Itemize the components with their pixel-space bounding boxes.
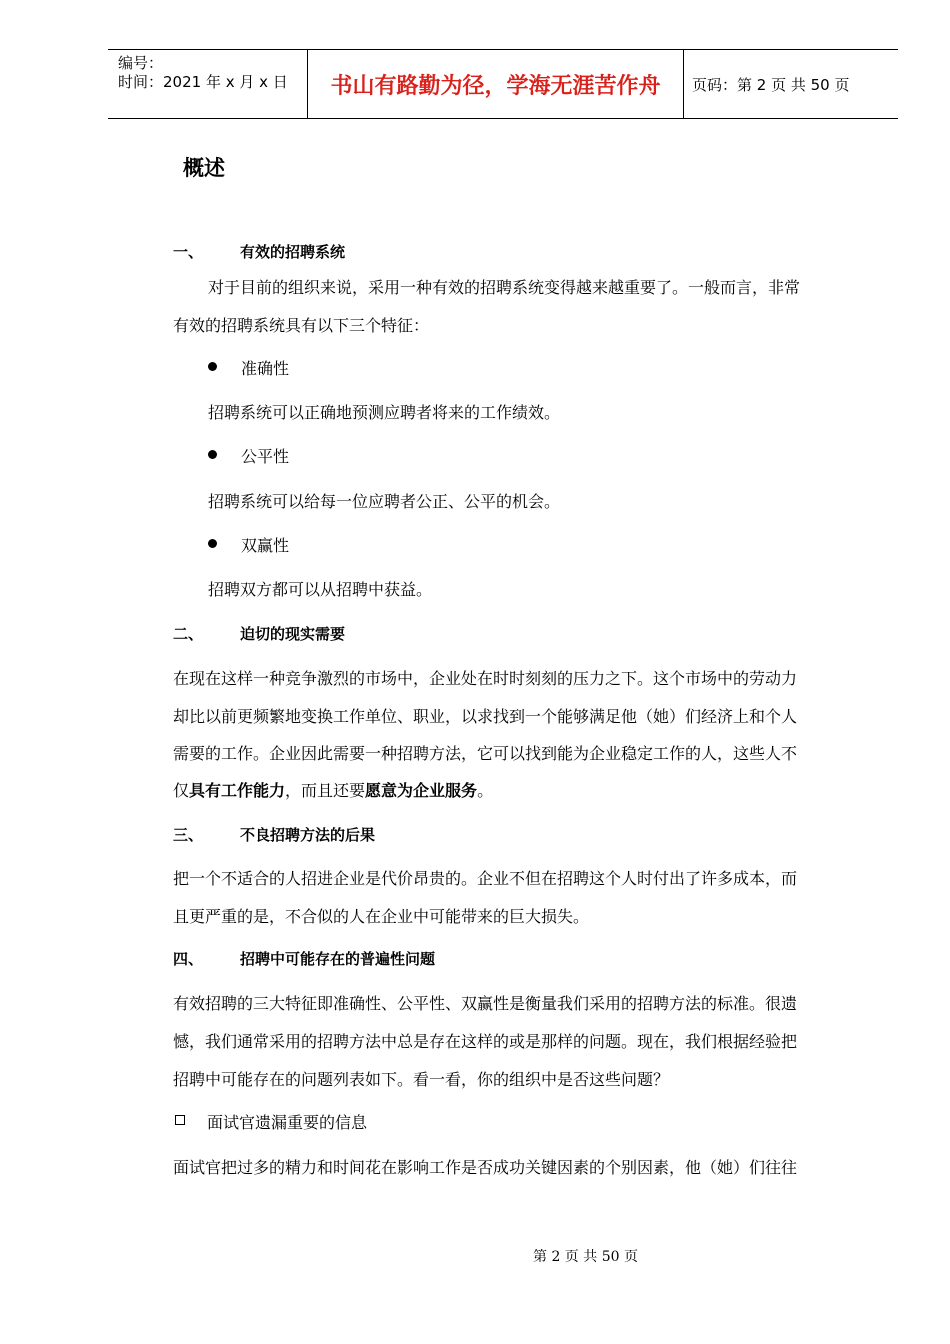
paragraph-line: 且更严重的是，不合似的人在企业中可能带来的巨大损失。	[173, 907, 590, 926]
section-number: 二、	[173, 625, 204, 643]
section-heading-4	[173, 948, 435, 969]
bullet-dot-icon	[208, 362, 217, 371]
time-label: 时间：2021 年 x 月 x 日	[118, 73, 288, 91]
page-header	[108, 49, 898, 119]
text-run: 。	[477, 781, 494, 800]
text-run: ，而且还要	[285, 781, 366, 800]
paragraph-line: 憾，我们通常采用的招聘方法中总是存在这样的或是那样的问题。现在，我们根据经验把	[173, 1032, 798, 1051]
bullet-dot-icon	[208, 539, 217, 548]
checkbox-item-label: 面试官遗漏重要的信息	[207, 1113, 368, 1132]
checkbox-square-icon	[175, 1115, 185, 1125]
paragraph-line	[173, 778, 493, 801]
serial-label: 编号：	[118, 54, 164, 72]
section-heading-1	[173, 241, 345, 262]
page-footer	[0, 1246, 950, 1266]
page-title: 概述	[183, 156, 225, 180]
bullet-dot-icon	[208, 450, 217, 459]
section-heading-3	[173, 824, 375, 845]
section-number: 三、	[173, 826, 204, 844]
bullet-description: 招聘双方都可以从招聘中获益。	[208, 580, 433, 599]
paragraph-line: 有效的招聘系统具有以下三个特征：	[173, 316, 430, 335]
emphasis-text: 具有工作能力	[189, 781, 286, 800]
section-number: 一、	[173, 243, 204, 261]
paragraph-line: 需要的工作。企业因此需要一种招聘方法，它可以找到能为企业稳定工作的人，这些人不	[173, 744, 798, 763]
paragraph-line: 对于目前的组织来说，采用一种有效的招聘系统变得越来越重要了。一般而言，非常	[208, 278, 801, 297]
bullet-description: 招聘系统可以正确地预测应聘者将来的工作绩效。	[208, 403, 561, 422]
section-title: 不良招聘方法的后果	[240, 826, 376, 844]
bullet-description: 招聘系统可以给每一位应聘者公正、公平的机会。	[208, 492, 561, 511]
header-motto: 书山有路勤为径，学海无涯苦作舟	[308, 50, 684, 118]
bullet-label: 准确性	[241, 359, 290, 378]
bullet-label: 双赢性	[241, 536, 290, 555]
section-number: 四、	[173, 950, 204, 968]
header-page-info: 页码：第 2 页 共 50 页	[692, 75, 850, 94]
section-title: 招聘中可能存在的普遍性问题	[240, 950, 436, 968]
emphasis-text: 愿意为企业服务	[365, 781, 478, 800]
section-title: 有效的招聘系统	[240, 243, 346, 261]
section-title: 迫切的现实需要	[240, 625, 346, 643]
paragraph-line: 把一个不适合的人招进企业是代价昂贵的。企业不但在招聘这个人时付出了许多成本，而	[173, 869, 798, 888]
text-run: 仅	[173, 781, 190, 800]
section-heading-2	[173, 623, 345, 644]
paragraph-line: 在现在这样一种竞争激烈的市场中，企业处在时时刻刻的压力之下。这个市场中的劳动力	[173, 669, 798, 688]
paragraph-line: 却比以前更频繁地变换工作单位、职业，以求找到一个能够满足他（她）们经济上和个人	[173, 707, 798, 726]
paragraph-line: 有效招聘的三大特征即准确性、公平性、双赢性是衡量我们采用的招聘方法的标准。很遗	[173, 994, 798, 1013]
bullet-label: 公平性	[241, 447, 290, 466]
paragraph-line: 招聘中可能存在的问题列表如下。看一看，你的组织中是否这些问题？	[173, 1070, 670, 1089]
paragraph-line: 面试官把过多的精力和时间花在影响工作是否成功关键因素的个别因素，他（她）们往往	[173, 1158, 798, 1177]
header-meta-cell	[108, 50, 308, 118]
footer-page-number: 第 2 页 共 50 页	[533, 1249, 638, 1265]
